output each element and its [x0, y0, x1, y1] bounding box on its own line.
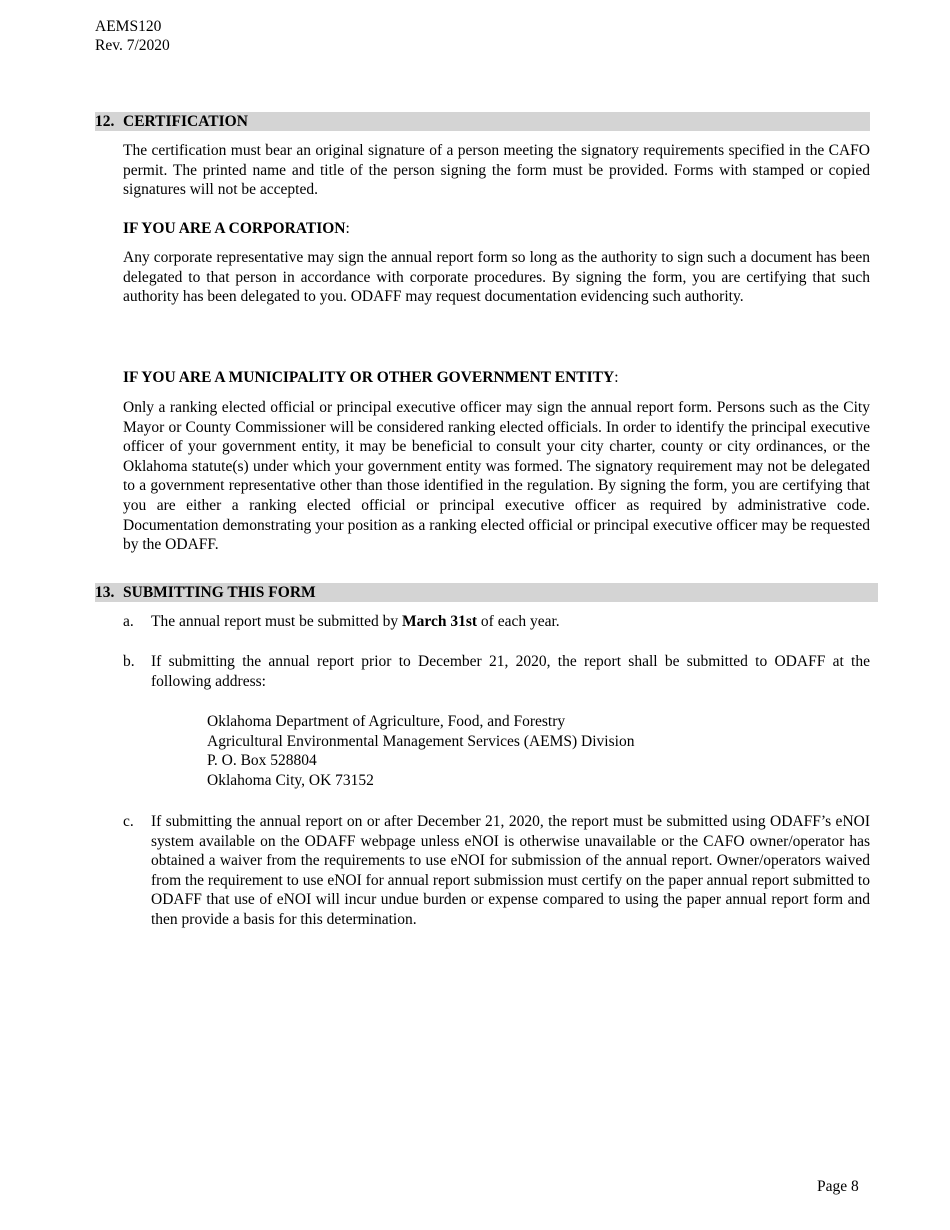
list-item-text: If submitting the annual report prior to December 21, 2020, the report shall be submitted to ODAFF at the following address:: [151, 653, 870, 690]
municipality-heading: IF YOU ARE A MUNICIPALITY OR OTHER GOVERNMENT ENTITY:: [123, 369, 619, 386]
address-line: Agricultural Environmental Management Services (AEMS) Division: [207, 732, 635, 750]
section-12-title: CERTIFICATION: [123, 113, 248, 130]
section-13-number: 13.: [95, 584, 115, 601]
list-item-b: [123, 652, 870, 691]
list-item-text: If submitting the annual report on or after December 21, 2020, the report must be submitted using ODAFF’s eNOI system available on the ODAFF webpage unless eNOI is otherwise unavailable or the CAFO owner/operator has obtained a waiver from the requirements to use eNOI for submission of the annual report. Owner/operators waived from the requirement to use eNOI for annual report submission must certify on the paper annual report submitted to ODAFF that use of eNOI will incur undue burden or expense compared to using the paper annual report form and then provide a basis for this determination.: [151, 813, 870, 928]
address-line: Oklahoma Department of Agriculture, Food, and Forestry: [207, 713, 566, 730]
section-12-header: [95, 112, 870, 131]
list-marker: a.: [123, 613, 134, 630]
list-item-text: The annual report must be submitted by March 31st of each year.: [151, 613, 560, 630]
mailing-address: [207, 712, 634, 790]
list-marker: b.: [123, 653, 135, 670]
corporation-text: Any corporate representative may sign the annual report form so long as the authority to sign such a document has been delegated to that person in accordance with corporate procedures. By signing the form, you are certifying that such authority has been delegated to you. ODAFF may request documentation evidencing such authority.: [123, 249, 870, 306]
section-12-number: 12.: [95, 113, 115, 130]
address-line: Oklahoma City, OK 73152: [207, 771, 374, 789]
municipality-text: Only a ranking elected official or principal executive officer may sign the annual report form. Persons such as the City Mayor or County Commissioner will be considered ranking elected officials. In order to identify the principal executive officer of your government entity, it may be beneficial to consult your city charter, county or city ordinances, or the Oklahoma statute(s) under which your government entity was formed. The signatory requirement may not be delegated to a government representative other than those identified in the regulation. By signing the form, you are certifying that you are either a ranking elected official or principal executive officer as required by administrative code. Documentation demonstrating your position as a ranking elected official or principal executive officer may be requested by the ODAFF.: [123, 399, 870, 554]
corporation-heading: IF YOU ARE A CORPORATION:: [123, 220, 350, 237]
list-item-a: [123, 612, 870, 632]
section-13-header: [95, 583, 878, 602]
address-line: P. O. Box 528804: [207, 752, 317, 770]
certification-intro: The certification must bear an original signature of a person meeting the signatory requirements specified in the CAFO permit. The printed name and title of the person signing the form must be provided. Forms with stamped or copied signatures will not be accepted.: [123, 142, 870, 199]
deadline-date: March 31st: [401, 613, 478, 630]
form-identifier: [95, 17, 170, 55]
list-marker: c.: [123, 813, 134, 830]
list-item-c: [123, 812, 870, 930]
form-code: AEMS120: [95, 18, 162, 35]
section-13-title: SUBMITTING THIS FORM: [123, 584, 316, 601]
page-number: Page 8: [817, 1178, 859, 1195]
form-revision: Rev. 7/2020: [95, 37, 170, 54]
